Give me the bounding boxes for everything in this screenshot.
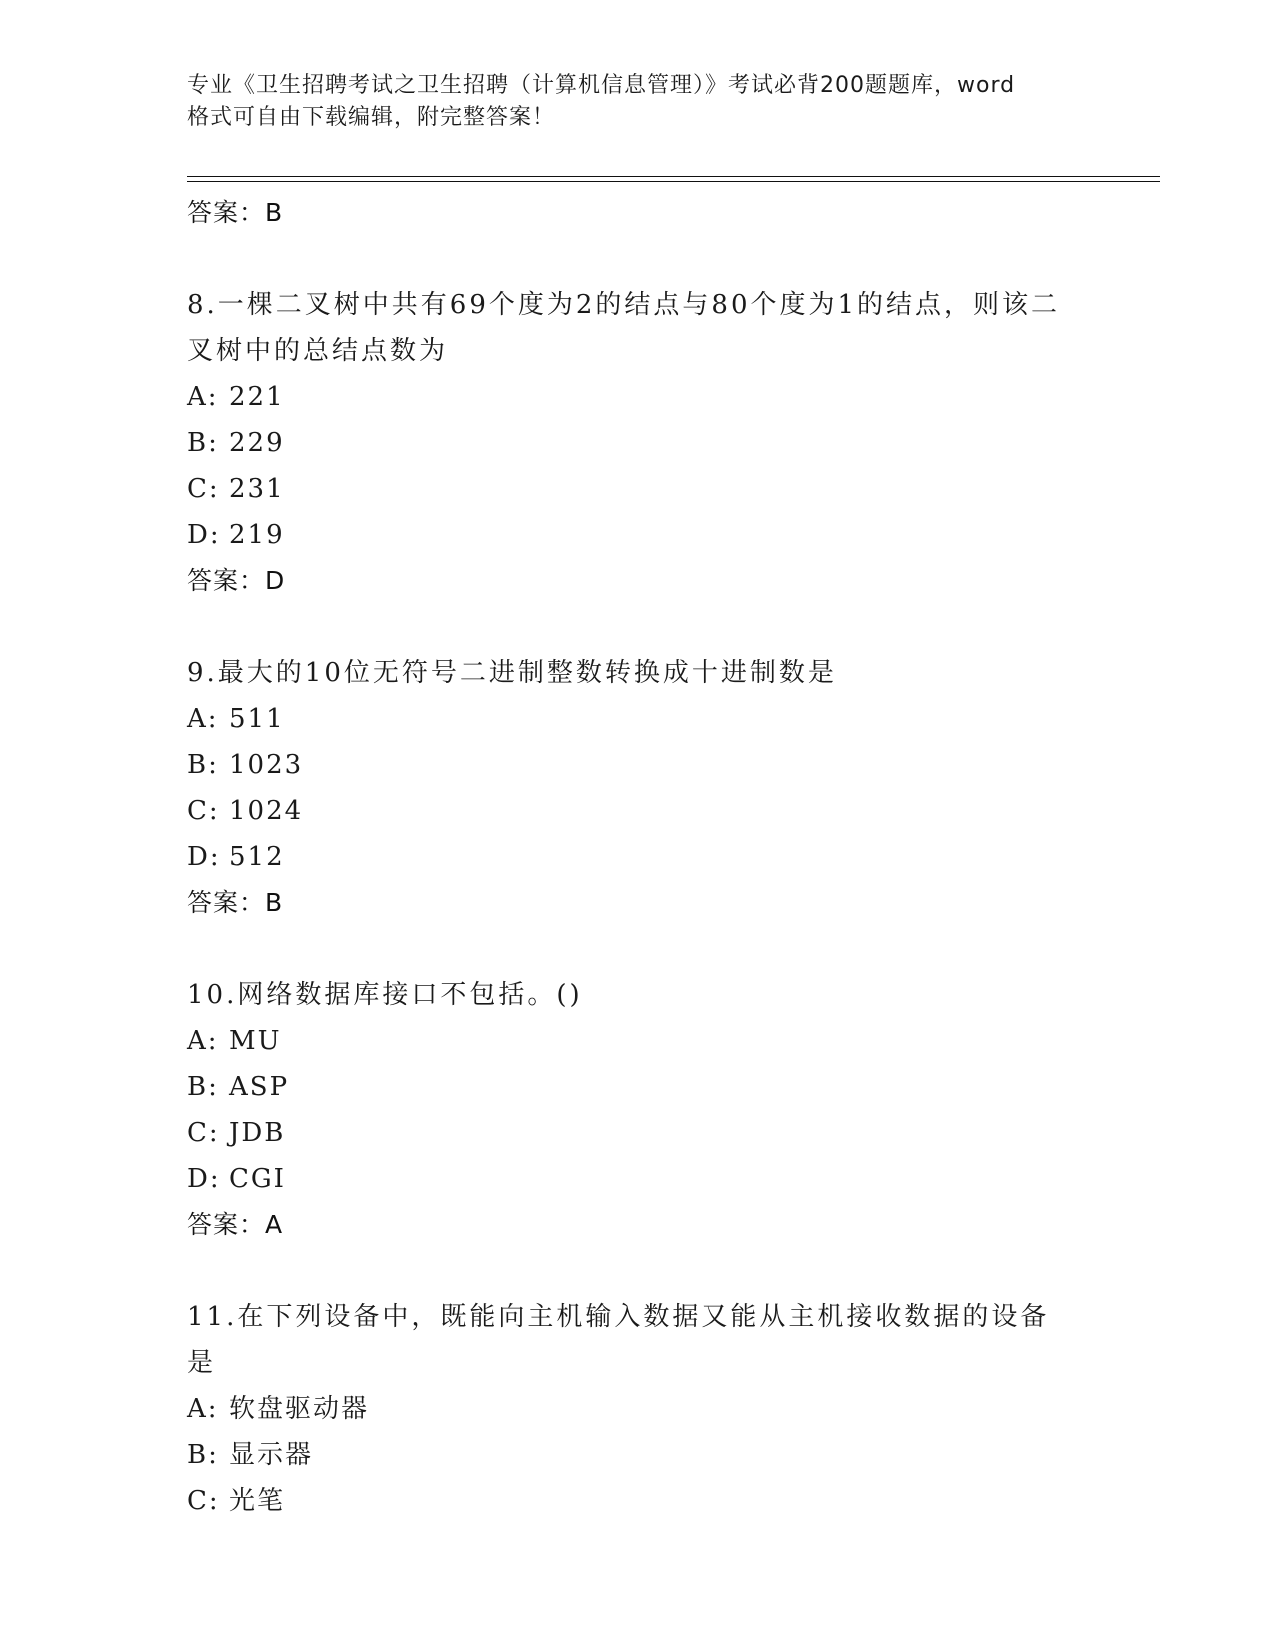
- option-a: A: 221: [187, 382, 285, 412]
- question-text: 9.最大的10位无符号二进制整数转换成十进制数是: [187, 658, 837, 688]
- option-d: D: CGI: [187, 1164, 286, 1194]
- option-c: C: 231: [187, 474, 285, 504]
- option-c: C: 1024: [187, 796, 304, 826]
- answer-line: 答案：A: [187, 1210, 284, 1239]
- header-line-2: 格式可自由下载编辑，附完整答案！: [187, 105, 556, 130]
- answer-line: 答案：B: [187, 198, 284, 227]
- option-b: B: 229: [187, 428, 285, 458]
- option-c: C: JDB: [187, 1118, 286, 1148]
- option-b: B: 1023: [187, 750, 304, 780]
- header-line-1: 专业《卫生招聘考试之卫生招聘（计算机信息管理）》考试必背200题题库，word: [187, 73, 1016, 98]
- option-c: C: 光笔: [187, 1486, 286, 1516]
- question-text: 10.网络数据库接口不包括。(): [187, 980, 583, 1010]
- question-block: [187, 1294, 1147, 1524]
- question-block: [187, 972, 1147, 1248]
- option-b: B: ASP: [187, 1072, 290, 1102]
- option-d: D: 219: [187, 520, 285, 550]
- question-list: [187, 190, 1147, 1524]
- option-a: A: 511: [187, 704, 285, 734]
- question-text: 8.一棵二叉树中共有69个度为2的结点与80个度为1的结点，则该二叉树中的总结点数为: [187, 290, 1061, 366]
- option-d: D: 512: [187, 842, 285, 872]
- document-header: [187, 70, 1107, 134]
- question-block: [187, 282, 1147, 604]
- question-block: [187, 650, 1147, 926]
- option-b: B: 显示器: [187, 1440, 314, 1470]
- answer-line: 答案：D: [187, 566, 286, 595]
- header-rule-bottom: [187, 181, 1160, 182]
- question-text: 11.在下列设备中，既能向主机输入数据又能从主机接收数据的设备是: [187, 1302, 1050, 1378]
- option-a: A: MU: [187, 1026, 282, 1056]
- answer-line: 答案：B: [187, 888, 284, 917]
- header-rule-top: [187, 176, 1160, 177]
- option-a: A: 软盘驱动器: [187, 1394, 370, 1424]
